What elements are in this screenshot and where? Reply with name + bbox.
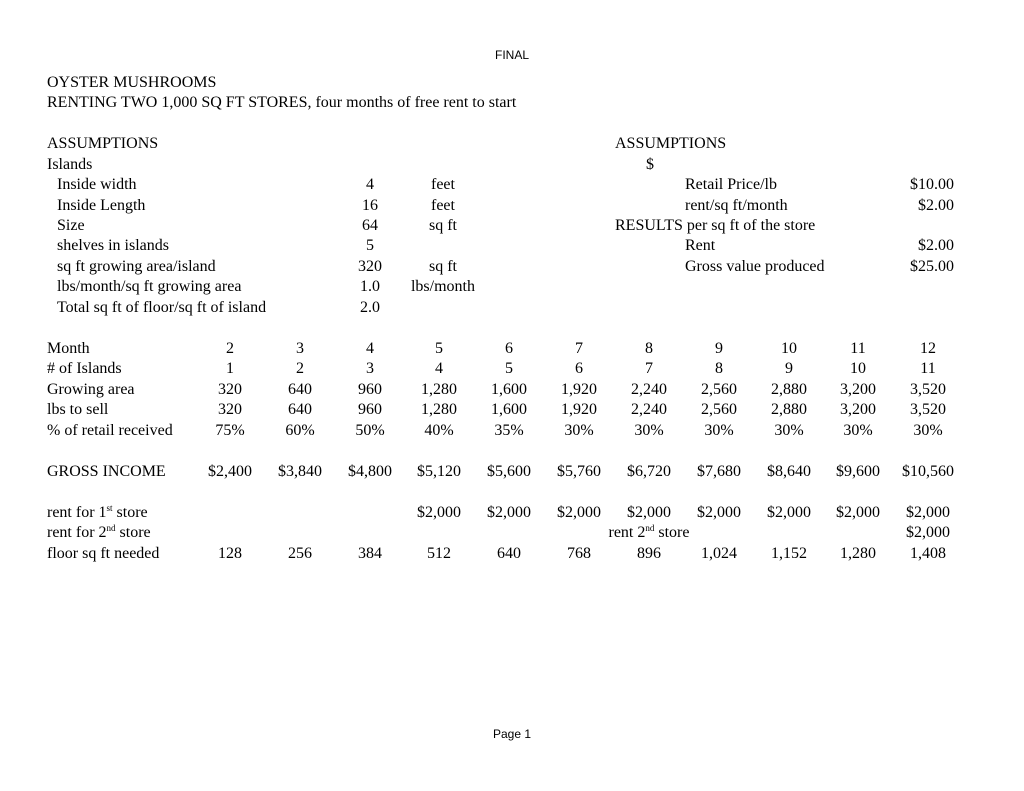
table-cell: 3 xyxy=(366,360,374,377)
table-cell: 30% xyxy=(564,422,594,439)
table-cell: 5 xyxy=(505,360,513,377)
table-cell: 1,280 xyxy=(840,545,876,562)
table-cell: 1 xyxy=(226,360,234,377)
table-cell: 3 xyxy=(296,340,304,357)
table-cell: $2,000 xyxy=(417,504,461,521)
table-cell: 30% xyxy=(913,422,943,439)
table-cell: $2,000 xyxy=(906,504,950,521)
note-text: store xyxy=(654,524,690,541)
table-cell: 2,880 xyxy=(771,401,807,418)
table-cell: 8 xyxy=(645,340,653,357)
table-cell: 3,520 xyxy=(910,401,946,418)
table-cell: 384 xyxy=(358,545,382,562)
table-cell: 512 xyxy=(427,545,451,562)
table-cell: 30% xyxy=(704,422,734,439)
table-cell: 2 xyxy=(226,340,234,357)
table-cell: 75% xyxy=(215,422,245,439)
table-cell: 6 xyxy=(575,360,583,377)
table-cell: 896 xyxy=(637,545,661,562)
assumption-value: 5 xyxy=(366,237,374,254)
table-cell: $2,000 xyxy=(627,504,671,521)
results-heading: RESULTS per sq ft of the store xyxy=(615,217,816,234)
table-cell: 2,240 xyxy=(631,401,667,418)
table-cell: 960 xyxy=(358,381,382,398)
table-cell: 1,408 xyxy=(910,545,946,562)
table-cell: 4 xyxy=(435,360,443,377)
table-cell: 1,920 xyxy=(561,381,597,398)
table-cell: 320 xyxy=(218,381,242,398)
assumption-label: Inside Length xyxy=(57,197,146,214)
table-cell: 9 xyxy=(785,360,793,377)
footer-label: Page 1 xyxy=(492,727,532,741)
table-cell: 1,280 xyxy=(421,401,457,418)
table-cell: 1,280 xyxy=(421,381,457,398)
table-cell: 320 xyxy=(218,401,242,418)
results-rent-value: $2.00 xyxy=(918,237,954,254)
table-cell: $2,000 xyxy=(557,504,601,521)
label-text: rent for 1 xyxy=(47,504,107,521)
row-label-month: Month xyxy=(47,340,90,357)
table-cell: 128 xyxy=(218,545,242,562)
row-label-growing-area: Growing area xyxy=(47,381,135,398)
table-cell: $2,000 xyxy=(487,504,531,521)
table-cell: 1,600 xyxy=(491,381,527,398)
row-label-rent-second-store xyxy=(47,523,151,543)
assumption-unit: feet xyxy=(431,176,455,193)
row-label-gross-income: GROSS INCOME xyxy=(47,463,166,480)
title-line-2: RENTING TWO 1,000 SQ FT STORES, four months of free rent to start xyxy=(47,94,517,111)
table-cell: 12 xyxy=(920,340,936,357)
table-cell: 11 xyxy=(850,340,866,357)
table-cell: 10 xyxy=(781,340,797,357)
table-cell: 11 xyxy=(920,360,936,377)
table-cell: $3,840 xyxy=(278,463,322,480)
row-label-rent-first-store xyxy=(47,503,148,523)
table-cell: 3,520 xyxy=(910,381,946,398)
table-cell: $2,000 xyxy=(836,504,880,521)
table-cell: $5,600 xyxy=(487,463,531,480)
assumption-unit: feet xyxy=(431,197,455,214)
assumption-label: shelves in islands xyxy=(57,237,169,254)
table-cell: 2,240 xyxy=(631,381,667,398)
table-cell: 30% xyxy=(774,422,804,439)
table-cell: $2,000 xyxy=(697,504,741,521)
ordinal-suffix: nd xyxy=(106,523,116,533)
ordinal-suffix: nd xyxy=(645,523,655,533)
table-cell: 4 xyxy=(366,340,374,357)
ordinal-suffix: st xyxy=(106,503,113,513)
assumption-value: 4 xyxy=(366,176,374,193)
assumption-value: 16 xyxy=(362,197,378,214)
label-text: rent for 2 xyxy=(47,524,107,541)
table-cell: $2,000 xyxy=(906,524,950,541)
table-cell: $2,000 xyxy=(767,504,811,521)
header-label: FINAL xyxy=(494,48,529,62)
table-cell: $7,680 xyxy=(697,463,741,480)
table-cell: 35% xyxy=(494,422,524,439)
left-assumptions-heading: ASSUMPTIONS xyxy=(47,135,159,152)
table-cell: 640 xyxy=(288,381,312,398)
table-cell: 2,880 xyxy=(771,381,807,398)
assumption-value: 64 xyxy=(362,217,378,234)
rent-second-store-note xyxy=(569,523,729,543)
table-cell: $10,560 xyxy=(902,463,954,480)
row-label-retail-received: % of retail received xyxy=(47,422,173,439)
table-cell: 640 xyxy=(288,401,312,418)
islands-heading: Islands xyxy=(47,156,93,173)
table-cell: 2,560 xyxy=(701,381,737,398)
table-cell: 50% xyxy=(355,422,385,439)
table-cell: 60% xyxy=(285,422,315,439)
table-cell: 2,560 xyxy=(701,401,737,418)
table-cell: 640 xyxy=(497,545,521,562)
retail-price-value: $10.00 xyxy=(910,176,954,193)
table-cell: 30% xyxy=(634,422,664,439)
table-cell: 1,600 xyxy=(491,401,527,418)
table-cell: $4,800 xyxy=(348,463,392,480)
assumption-value: 320 xyxy=(358,258,382,275)
table-cell: $5,120 xyxy=(417,463,461,480)
table-cell: 40% xyxy=(424,422,454,439)
assumption-label: Inside width xyxy=(57,176,137,193)
table-cell: 9 xyxy=(715,340,723,357)
table-cell: $9,600 xyxy=(836,463,880,480)
currency-label: $ xyxy=(646,156,654,173)
table-cell: 6 xyxy=(505,340,513,357)
row-label-floor-sq-ft: floor sq ft needed xyxy=(47,545,160,562)
table-cell: 1,024 xyxy=(701,545,737,562)
table-cell: 30% xyxy=(843,422,873,439)
assumption-unit: sq ft xyxy=(429,258,457,275)
assumption-unit: lbs/month xyxy=(410,278,475,295)
gross-value-value: $25.00 xyxy=(910,258,954,275)
row-label-islands: # of Islands xyxy=(47,360,122,377)
title-line-1: OYSTER MUSHROOMS xyxy=(47,74,217,91)
table-cell: $2,400 xyxy=(208,463,252,480)
assumption-value: 1.0 xyxy=(360,278,380,295)
table-cell: 768 xyxy=(567,545,591,562)
assumption-label: Size xyxy=(57,217,85,234)
rent-per-sqft-value: $2.00 xyxy=(918,197,954,214)
label-text: store xyxy=(115,524,151,541)
table-cell: 1,152 xyxy=(771,545,807,562)
gross-value-label: Gross value produced xyxy=(685,258,825,275)
label-text: store xyxy=(112,504,148,521)
table-cell: 8 xyxy=(715,360,723,377)
assumption-unit: sq ft xyxy=(429,217,457,234)
table-cell: 2 xyxy=(296,360,304,377)
row-label-lbs-to-sell: lbs to sell xyxy=(47,401,109,418)
rent-per-sqft-label: rent/sq ft/month xyxy=(685,197,788,214)
retail-price-label: Retail Price/lb xyxy=(685,176,777,193)
table-cell: 256 xyxy=(288,545,312,562)
assumption-value: 2.0 xyxy=(360,299,380,316)
table-cell: $8,640 xyxy=(767,463,811,480)
table-cell: 10 xyxy=(850,360,866,377)
table-cell: $6,720 xyxy=(627,463,671,480)
table-cell: $5,760 xyxy=(557,463,601,480)
assumption-label: sq ft growing area/island xyxy=(57,258,216,275)
assumption-label: Total sq ft of floor/sq ft of island xyxy=(57,299,267,316)
table-cell: 5 xyxy=(435,340,443,357)
right-assumptions-heading: ASSUMPTIONS xyxy=(615,135,727,152)
table-cell: 960 xyxy=(358,401,382,418)
table-cell: 3,200 xyxy=(840,401,876,418)
table-cell: 7 xyxy=(575,340,583,357)
note-text: rent 2 xyxy=(608,524,646,541)
table-cell: 7 xyxy=(645,360,653,377)
table-cell: 3,200 xyxy=(840,381,876,398)
results-rent-label: Rent xyxy=(685,237,716,254)
table-cell: 1,920 xyxy=(561,401,597,418)
assumption-label: lbs/month/sq ft growing area xyxy=(57,278,242,295)
